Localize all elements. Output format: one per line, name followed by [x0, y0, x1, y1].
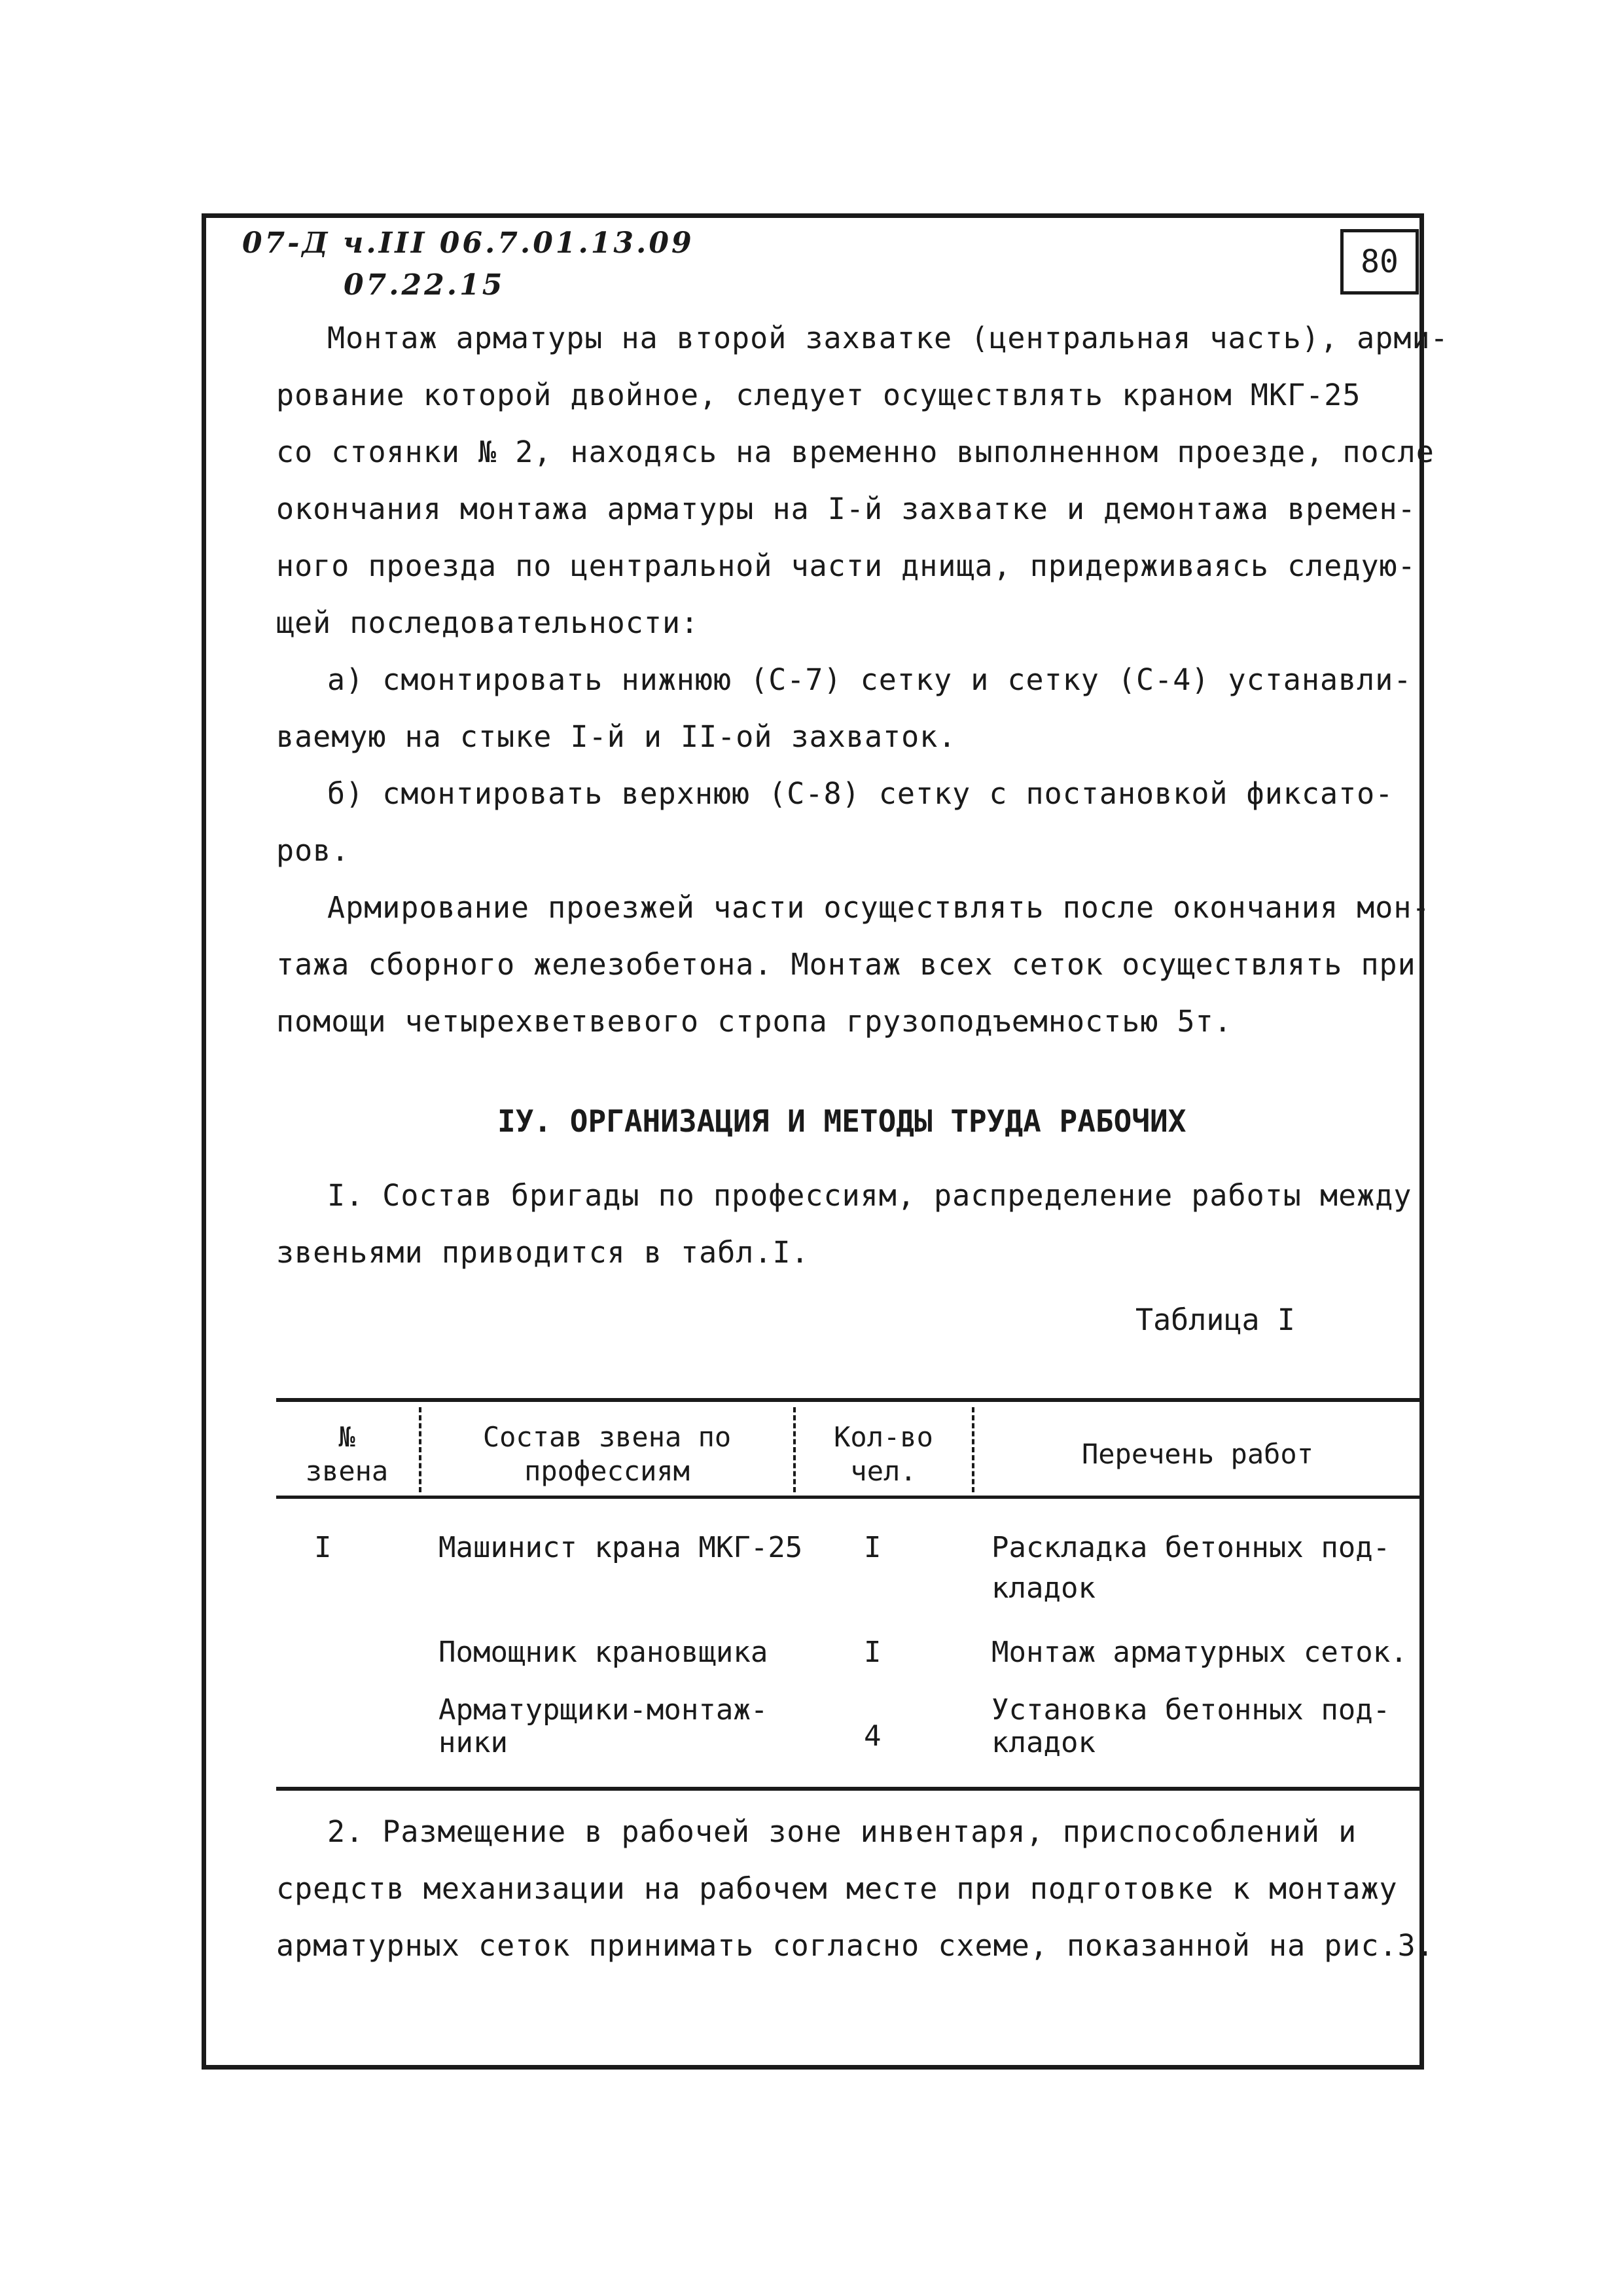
table-header-count	[802, 1420, 965, 1488]
document-code-secondary: 07.22.15	[344, 268, 505, 302]
list-item-a: а) смонтировать нижнюю (С-7) сетку и сетку (С-4) устанавли-	[327, 662, 1412, 697]
table-cell-role: Машинист крана МКГ-25	[438, 1531, 803, 1564]
paragraph-line: I. Состав бригады по профессиям, распределение работы между	[327, 1178, 1412, 1213]
paragraph-line: Монтаж арматуры на второй захватке (центральная часть), арми-	[327, 321, 1449, 355]
table-caption: Таблица I	[1135, 1302, 1295, 1337]
list-item-b: б) смонтировать верхнюю (С-8) сетку с постановкой фиксато-	[327, 776, 1394, 811]
table-divider	[793, 1407, 796, 1492]
paragraph-line: со стоянки № 2, находясь на временно выполненном проезде, после	[276, 435, 1435, 469]
list-item-b-cont: ров.	[276, 833, 350, 868]
table-cell-work: Раскладка бетонных под-	[991, 1531, 1391, 1564]
table-header-composition	[429, 1420, 785, 1488]
header-text: профессиям	[524, 1455, 690, 1487]
section-heading: IУ. ОРГАНИЗАЦИЯ И МЕТОДЫ ТРУДА РАБОЧИХ	[497, 1103, 1186, 1139]
header-text: Перечень работ	[1081, 1438, 1313, 1470]
paragraph-line: 2. Размещение в рабочей зоне инвентаря, приспособлений и	[327, 1814, 1357, 1849]
document-code: 07-Д ч.III 06.7.01.13.09	[242, 226, 694, 260]
paragraph-line: помощи четырехветвевого стропа грузоподъемностью 5т.	[276, 1004, 1232, 1039]
paragraph-line: щей последовательности:	[276, 605, 700, 640]
table-cell-role: Помощник крановщика	[438, 1636, 768, 1669]
paragraph-line: звеньями приводится в табл.I.	[276, 1235, 810, 1270]
table-cell-role: Арматурщики-монтаж-	[438, 1693, 768, 1727]
table-cell-work: Монтаж арматурных сеток.	[991, 1636, 1408, 1669]
table-cell-role: ники	[438, 1726, 508, 1759]
paragraph-line: Армирование проезжей части осуществлять после окончания мон-	[327, 890, 1431, 925]
paragraph-line: рование которой двойное, следует осуществлять краном МКГ-25	[276, 378, 1361, 412]
table-cell-count: I	[864, 1636, 882, 1669]
paragraph-line: тажа сборного железобетона. Монтаж всех сеток осуществлять при	[276, 947, 1416, 982]
page-number: 80	[1340, 229, 1419, 295]
paragraph-line: окончания монтажа арматуры на I-й захватке и демонтажа времен-	[276, 492, 1416, 526]
paragraph-line: арматурных сеток принимать согласно схеме, показанной на рис.3.	[276, 1928, 1435, 1963]
table-bottom-rule	[276, 1787, 1424, 1791]
table-divider	[419, 1407, 421, 1492]
header-text: №	[338, 1421, 355, 1453]
table-cell-count: 4	[864, 1719, 882, 1753]
table-cell-work: кладок	[991, 1726, 1096, 1759]
header-text: Кол-во	[834, 1421, 933, 1453]
table-cell-number: I	[314, 1531, 332, 1564]
header-text: звена	[305, 1455, 389, 1487]
list-item-a-cont: ваемую на стыке I-й и II-ой захваток.	[276, 719, 957, 754]
header-text: чел.	[850, 1455, 917, 1487]
table-cell-work: кладок	[991, 1571, 1096, 1605]
table-header-rule	[276, 1496, 1424, 1499]
table-cell-work: Установка бетонных под-	[991, 1693, 1391, 1727]
table-header-number	[281, 1420, 412, 1488]
table-cell-count: I	[864, 1531, 882, 1564]
table-top-rule	[276, 1398, 1424, 1402]
paragraph-line: средств механизации на рабочем месте при подготовке к монтажу	[276, 1871, 1398, 1906]
table-header-works	[982, 1437, 1414, 1471]
table-divider	[972, 1407, 974, 1492]
paragraph-line: ного проезда по центральной части днища, придерживаясь следую-	[276, 548, 1416, 583]
header-text: Состав звена по	[482, 1421, 732, 1453]
